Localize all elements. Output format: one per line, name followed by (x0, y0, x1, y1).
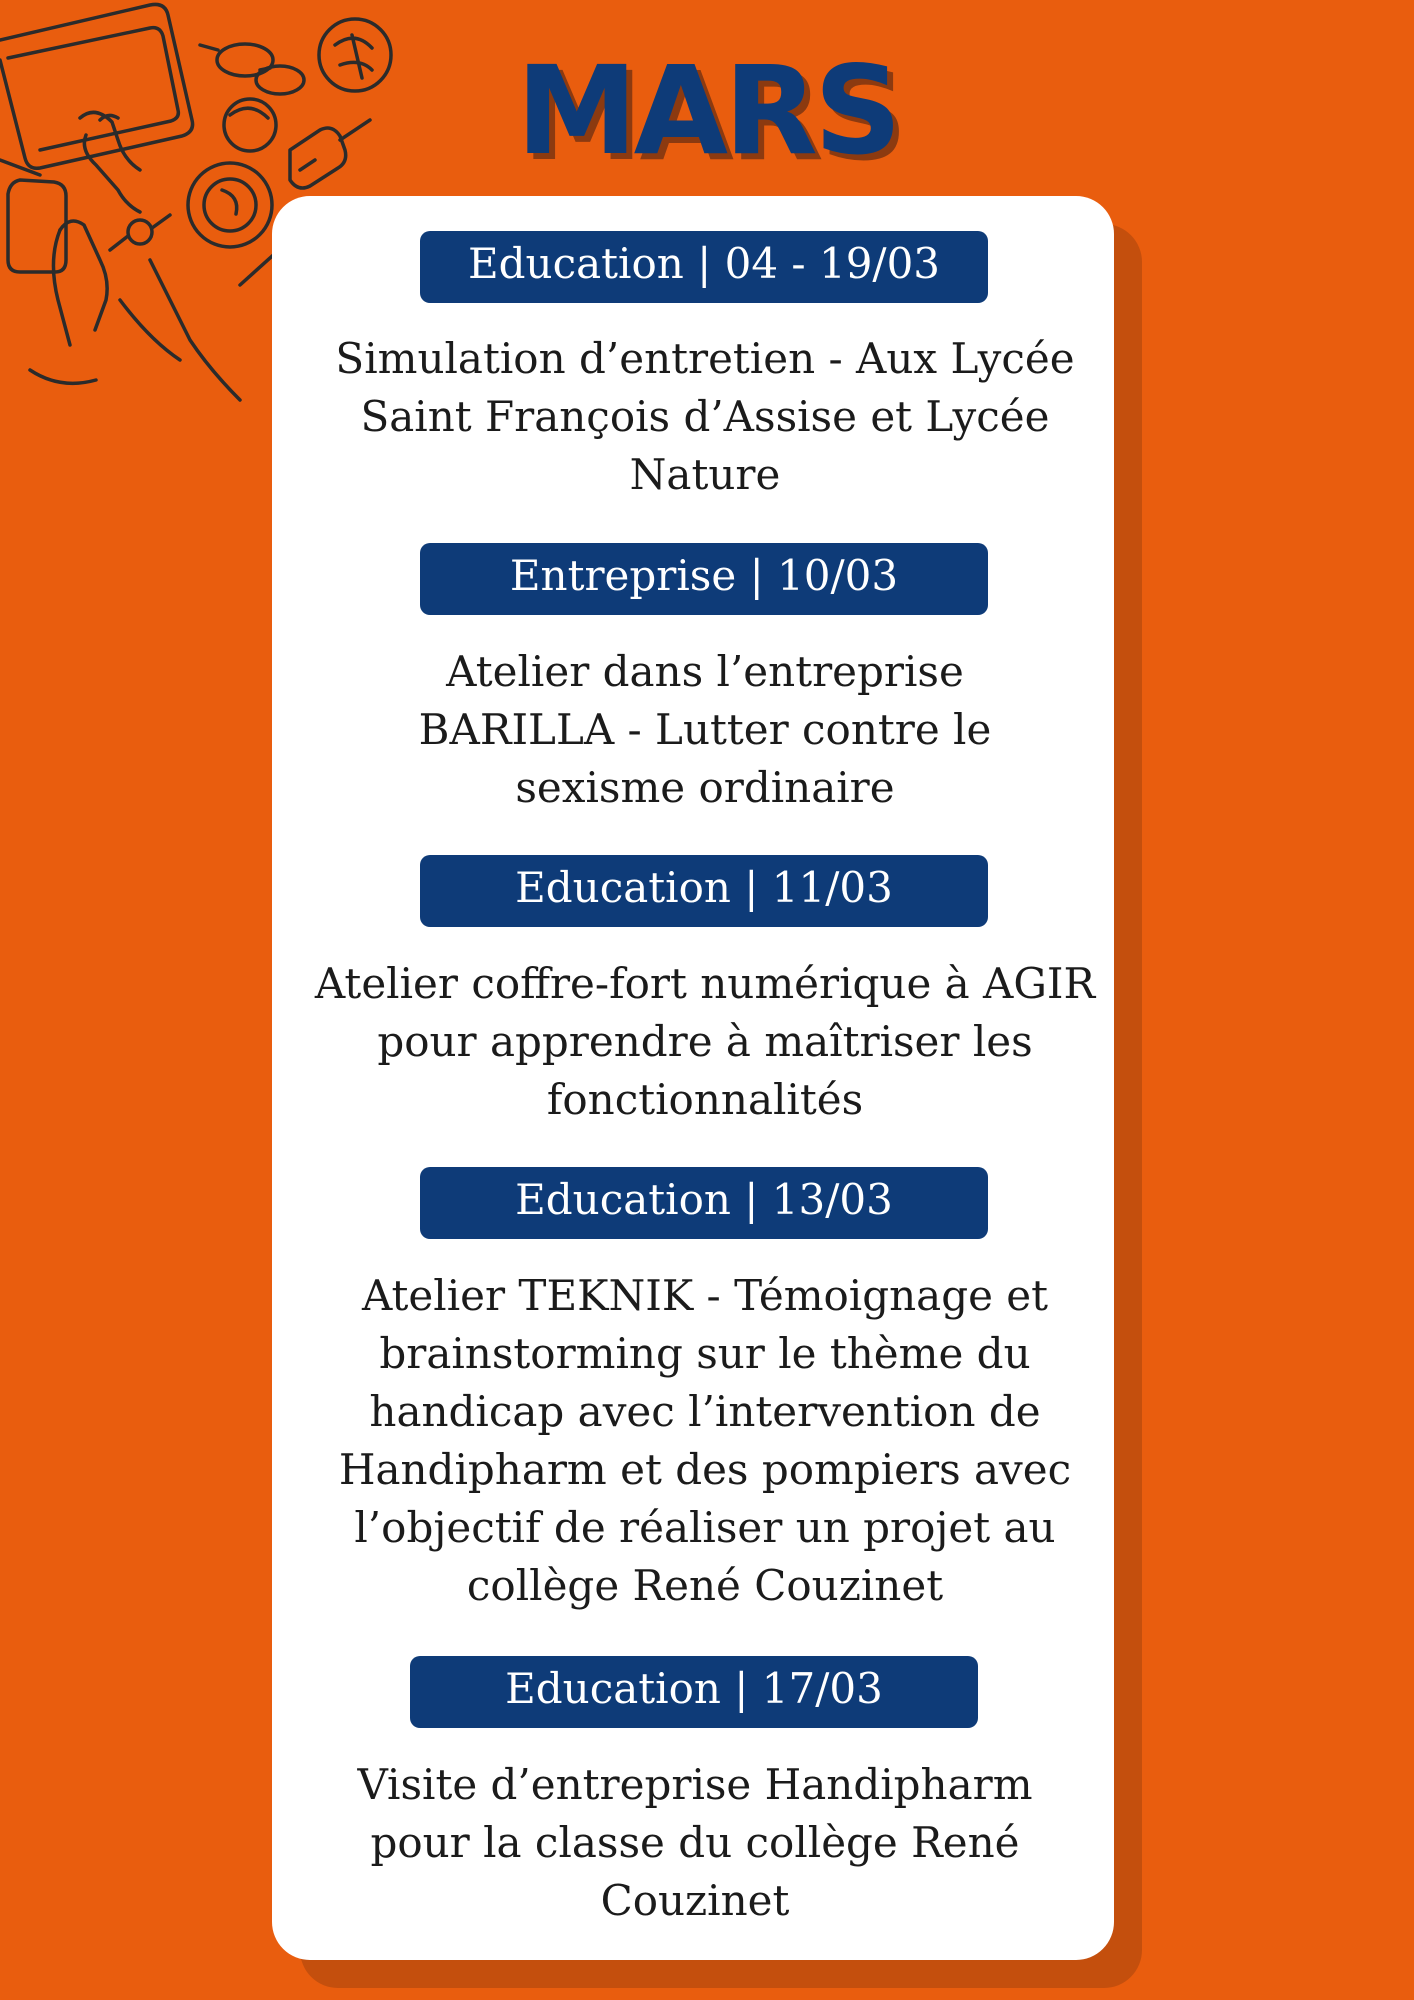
event-description: Atelier TEKNIK - Témoignage et brainstorming sur le thème du handicap avec l’intervention de Handipharm et des pompiers avec l’objectif de réaliser un projet au collège René Couzinet (338, 1271, 1072, 1610)
event-description: Atelier dans l’entreprise BARILLA - Lutter contre le sexisme ordinaire (418, 647, 992, 812)
event-description: Visite d’entreprise Handipharm pour la classe du collège René Couzinet (357, 1760, 1033, 1925)
event-tag: Education | 04 - 19/03 (420, 231, 988, 303)
event-tag: Education | 13/03 (420, 1167, 988, 1239)
event-tag: Education | 17/03 (410, 1656, 978, 1728)
event-tag: Entreprise | 10/03 (420, 543, 988, 615)
event-description: Atelier coffre-fort numérique à AGIR pour apprendre à maîtriser les fonctionnalités (314, 959, 1096, 1124)
event-tag: Education | 11/03 (420, 855, 988, 927)
event-description: Simulation d’entretien - Aux Lycée Saint François d’Assise et Lycée Nature (335, 334, 1075, 499)
page-title: MARS (516, 40, 898, 182)
